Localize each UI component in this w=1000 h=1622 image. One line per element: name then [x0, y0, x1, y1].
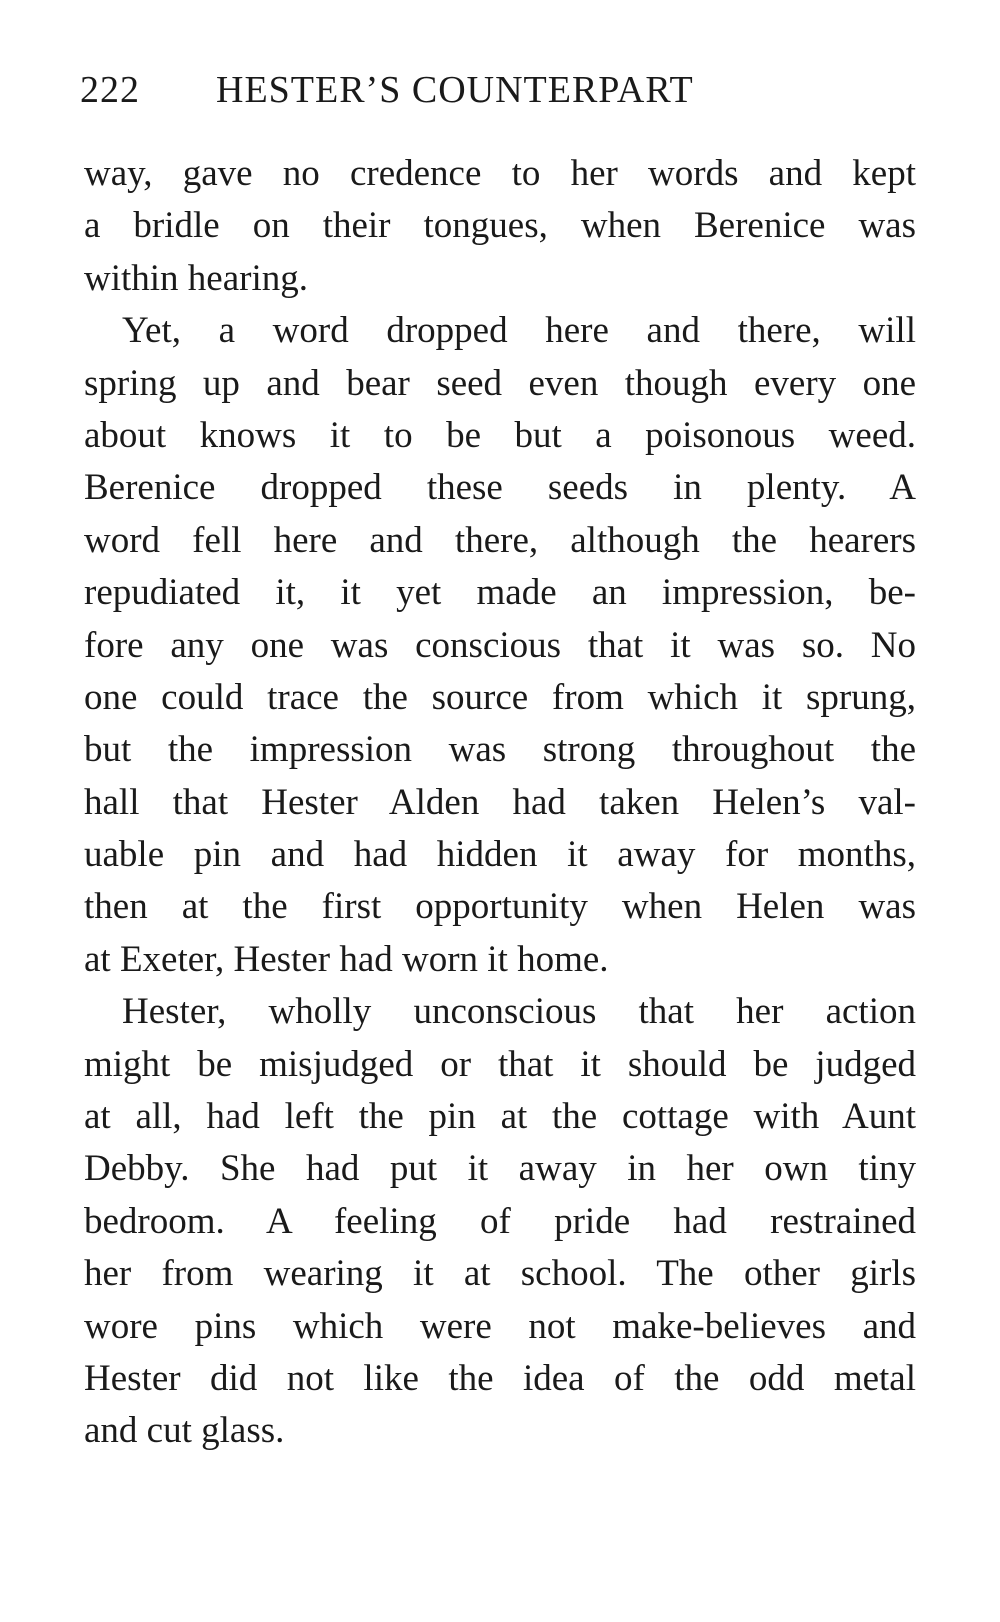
text-line: spring up and bear seed even though every one [84, 362, 916, 404]
text-line: then at the first opportunity when Helen was [84, 886, 916, 928]
text-line: word fell here and there, although the hearers [84, 519, 916, 561]
text-line: but the impression was strong throughout the [84, 729, 916, 771]
text-line: about knows it to be but a poisonous weed. [84, 414, 916, 456]
text-line: uable pin and had hidden it away for months, [84, 834, 916, 876]
text-line: at all, had left the pin at the cottage with Aunt [84, 1096, 916, 1138]
page-number: 222 [80, 69, 140, 111]
text-line: one could trace the source from which it sprung, [84, 676, 916, 718]
running-head [80, 68, 920, 118]
text-line: way, gave no credence to her words and kept [84, 153, 916, 194]
running-title: HESTER’S COUNTERPART [216, 69, 694, 111]
body-text [84, 148, 916, 1458]
text-line: Berenice dropped these seeds in plenty. A [84, 467, 916, 509]
text-line: repudiated it, it yet made an impression, be- [84, 572, 916, 614]
text-line: bedroom. A feeling of pride had restrained [84, 1200, 916, 1242]
text-line: Hester did not like the idea of the odd metal [84, 1357, 916, 1399]
text-line: hall that Hester Alden had taken Helen’s val- [84, 781, 916, 823]
text-line: wore pins which were not make-believes and [84, 1305, 916, 1347]
text-line: a bridle on their tongues, when Berenice was [84, 205, 916, 247]
text-line: might be misjudged or that it should be judged [84, 1043, 916, 1085]
text-line: and cut glass. [84, 1410, 285, 1452]
text-line: fore any one was conscious that it was so. No [84, 624, 916, 666]
text-line: Hester, wholly unconscious that her action [122, 991, 916, 1033]
text-line: her from wearing it at school. The other girls [84, 1253, 916, 1295]
text-line: within hearing. [84, 257, 309, 299]
text-line: at Exeter, Hester had worn it home. [84, 938, 609, 980]
text-line: Yet, a word dropped here and there, will [122, 310, 916, 352]
text-line: Debby. She had put it away in her own tiny [84, 1148, 916, 1190]
